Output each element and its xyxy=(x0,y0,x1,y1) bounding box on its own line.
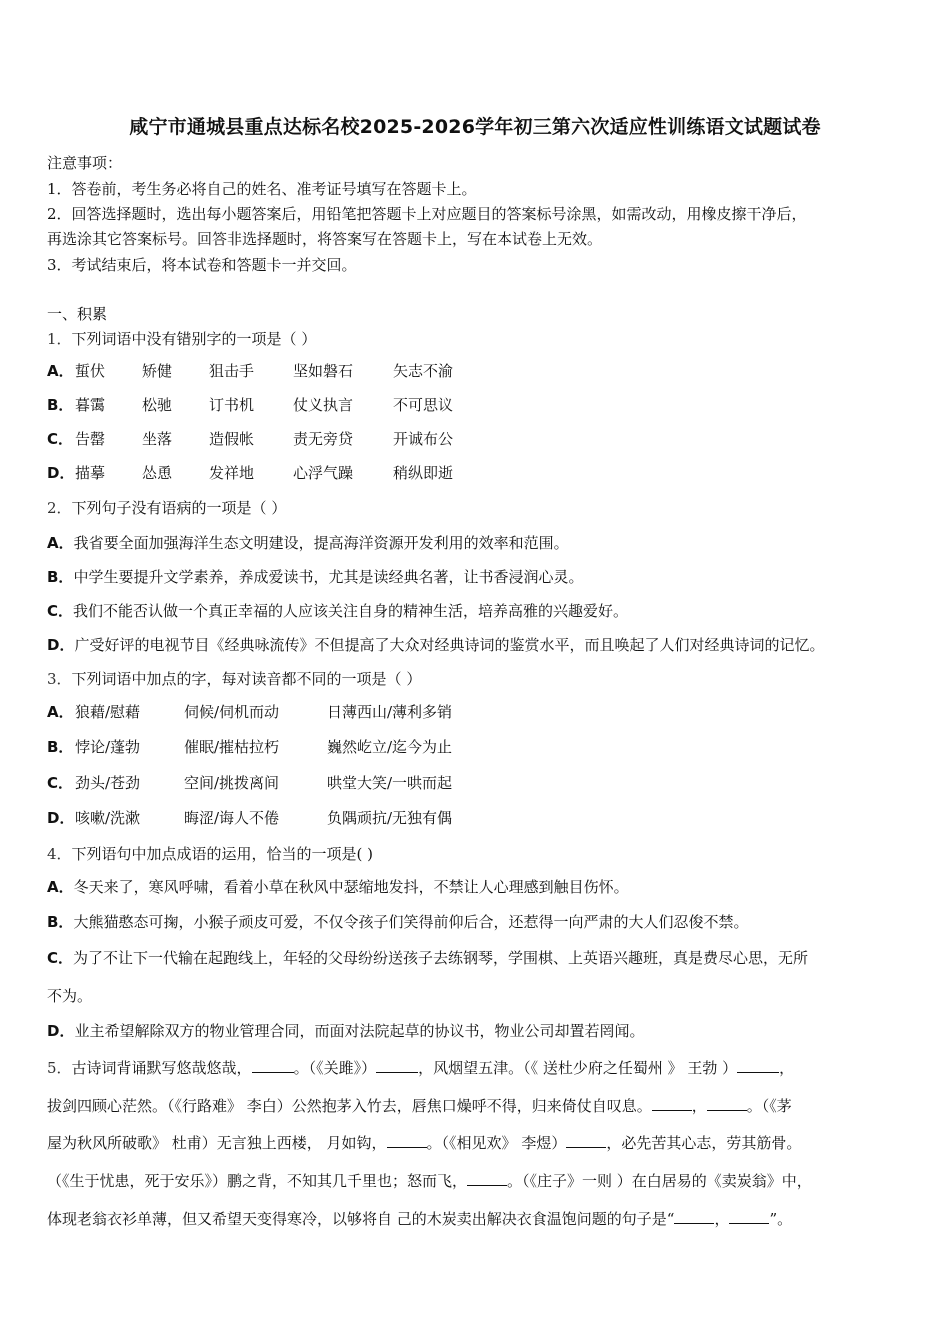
option-label: A． xyxy=(47,703,74,721)
question-text: 下列词语中没有错别字的一项是（ ） xyxy=(71,330,317,348)
option-word: 日薄西山/薄利多销 xyxy=(327,703,453,721)
q4-option-c-cont: 不为。 xyxy=(47,987,93,1005)
option-word: 发祥地 xyxy=(209,464,255,482)
option-text: 冬天来了，寒风呼啸，看着小草在秋风中瑟缩地发抖，不禁让人心理感到触目伤怀。 xyxy=(73,878,629,896)
answer-blank[interactable] xyxy=(566,1133,606,1148)
option-label: D． xyxy=(47,636,75,654)
option-word: 晦涩/诲人不倦 xyxy=(184,809,280,827)
question-5-line-4 xyxy=(47,1170,812,1191)
option-word: 订书机 xyxy=(209,396,255,414)
option-word: 告罄 xyxy=(75,430,106,448)
notice-item-3: 3．考试结束后，将本试卷和答题卡一并交回。 xyxy=(47,256,357,274)
option-label: A． xyxy=(47,362,74,380)
q5-text: ，必先苦其心志，劳其筋骨。 xyxy=(606,1134,802,1152)
q4-option-a xyxy=(47,876,629,897)
option-word: 仗义执言 xyxy=(293,396,354,414)
question-5-line-3 xyxy=(47,1132,801,1153)
q5-text: （《生于忧患，死于安乐》）鹏之背，不知其几千里也；怒而飞， xyxy=(47,1172,468,1190)
q4-option-c xyxy=(47,947,808,968)
option-text: 业主希望解除双方的物业管理合同，而面对法院起草的协议书，物业公司却置若罔闻。 xyxy=(74,1022,645,1040)
q4-option-b xyxy=(47,911,748,932)
option-text: 广受好评的电视节目《经典咏流传》不但提高了大众对经典诗词的鉴赏水平，而且唤起了人们对经典诗词的记忆。 xyxy=(74,636,825,654)
question-text: 下列句子没有语病的一项是（ ） xyxy=(71,499,287,517)
option-label: D． xyxy=(47,1022,75,1040)
q5-text: ”。 xyxy=(769,1210,793,1228)
option-word: 负隅顽抗/无独有偶 xyxy=(327,809,453,827)
answer-blank[interactable] xyxy=(729,1209,769,1224)
option-text: 为了不让下一代输在起跑线上，年轻的父母纷纷送孩子去练钢琴，学围棋、上英语兴趣班，真是费尽心思，无所 xyxy=(73,949,809,967)
question-number: 3． xyxy=(47,670,72,688)
q2-option-b xyxy=(47,566,583,587)
notice-item-2-cont: 再选涂其它答案标号。回答非选择题时，将答案写在答题卡上，写在本试卷上无效。 xyxy=(47,230,603,248)
option-word: 暮霭 xyxy=(75,396,106,414)
question-number: 2． xyxy=(47,499,72,517)
option-word: 巍然屹立/迄今为止 xyxy=(327,738,453,756)
q2-option-d xyxy=(47,634,824,655)
question-text: 下列语句中加点成语的运用，恰当的一项是( ) xyxy=(71,845,374,863)
option-label: D． xyxy=(47,809,75,827)
option-text: 中学生要提升文学素养，养成爱读书，尤其是读经典名著，让书香浸润心灵。 xyxy=(73,568,584,586)
answer-blank[interactable] xyxy=(387,1133,427,1148)
option-text: 我省要全面加强海洋生态文明建设，提高海洋资源开发利用的效率和范围。 xyxy=(73,534,569,552)
option-label: C． xyxy=(47,949,74,967)
option-word: 责无旁贷 xyxy=(293,430,354,448)
notice-item-2: 2．回答选择题时，选出每小题答案后，用铅笔把答题卡上对应题目的答案标号涂黑，如需改动，用橡皮擦干净后， xyxy=(47,205,807,223)
option-word: 矫健 xyxy=(142,362,173,380)
option-word: 矢志不渝 xyxy=(393,362,454,380)
answer-blank[interactable] xyxy=(252,1058,294,1073)
question-1-stem xyxy=(47,328,316,349)
option-text: 我们不能否认做一个真正幸福的人应该关注自身的精神生活，培养高雅的兴趣爱好。 xyxy=(73,602,629,620)
question-5-line-5 xyxy=(47,1208,792,1229)
answer-blank[interactable] xyxy=(376,1058,418,1073)
question-text: 下列词语中加点的字，每对读音都不同的一项是（ ） xyxy=(71,670,422,688)
option-label: B． xyxy=(47,738,74,756)
q5-text: 。（《关雎》） xyxy=(293,1059,377,1077)
option-word: 坐落 xyxy=(142,430,173,448)
q5-text: 。（《相见欢》 李煜） xyxy=(426,1134,567,1152)
option-word: 描摹 xyxy=(75,464,106,482)
q5-text: 。（《茅 xyxy=(746,1097,792,1115)
question-3-stem xyxy=(47,668,421,689)
q5-text: ， xyxy=(714,1210,730,1228)
q4-option-d xyxy=(47,1020,644,1041)
option-text: 大熊猫憨态可掬，小猴子顽皮可爱，不仅令孩子们笑得前仰后合，还惹得一向严肃的大人们忍俊不禁。 xyxy=(73,913,749,931)
option-label: B． xyxy=(47,913,74,931)
question-4-stem xyxy=(47,843,373,864)
answer-blank[interactable] xyxy=(652,1096,692,1111)
option-word: 伺候/伺机而动 xyxy=(184,703,280,721)
q5-text: 拔剑四顾心茫然。（《行路难》 李白）公然抱茅入竹去，唇焦口燥呼不得，归来倚仗自叹息。 xyxy=(47,1097,652,1115)
q5-text: 。（《庄子》一则 ）在白居易的《卖炭翁》中， xyxy=(507,1172,812,1190)
option-word: 造假帐 xyxy=(209,430,255,448)
option-word: 悖论/蓬勃 xyxy=(75,738,141,756)
option-word: 坚如磐石 xyxy=(293,362,354,380)
question-number: 5． xyxy=(47,1059,72,1077)
option-label: C． xyxy=(47,774,74,792)
option-word: 不可思议 xyxy=(393,396,454,414)
section-heading: 一、积累 xyxy=(47,305,108,323)
option-word: 稍纵即逝 xyxy=(393,464,454,482)
q5-text: 古诗词背诵默写悠哉悠哉， xyxy=(71,1059,252,1077)
option-label: B． xyxy=(47,568,74,586)
question-2-stem xyxy=(47,497,286,518)
notice-heading: 注意事项： xyxy=(47,154,123,172)
question-5-line-1 xyxy=(47,1057,794,1078)
option-label: C． xyxy=(47,602,74,620)
option-word: 狼藉/慰藉 xyxy=(75,703,141,721)
option-word: 哄堂大笑/一哄而起 xyxy=(327,774,453,792)
option-label: B． xyxy=(47,396,74,414)
q2-option-a xyxy=(47,532,569,553)
option-label: A． xyxy=(47,534,74,552)
answer-blank[interactable] xyxy=(674,1209,714,1224)
answer-blank[interactable] xyxy=(737,1058,779,1073)
option-word: 松驰 xyxy=(142,396,173,414)
q5-text: ， xyxy=(691,1097,707,1115)
q5-text: ， xyxy=(779,1059,795,1077)
option-word: 心浮气躁 xyxy=(293,464,354,482)
question-number: 4． xyxy=(47,845,72,863)
option-word: 催眠/摧枯拉朽 xyxy=(184,738,280,756)
q2-option-c xyxy=(47,600,628,621)
q5-text: 屋为秋风所破歌》 杜甫）无言独上西楼， 月如钩， xyxy=(47,1134,387,1152)
option-word: 开诚布公 xyxy=(393,430,454,448)
option-label: D． xyxy=(47,464,75,482)
answer-blank[interactable] xyxy=(707,1096,747,1111)
option-word: 空间/挑拨离间 xyxy=(184,774,280,792)
option-word: 蜇伏 xyxy=(75,362,106,380)
option-label: C． xyxy=(47,430,74,448)
notice-item-1: 1．答卷前，考生务必将自己的姓名、准考证号填写在答题卡上。 xyxy=(47,180,477,198)
question-number: 1． xyxy=(47,330,72,348)
page-title: 咸宁市通城县重点达标名校2025-2026学年初三第六次适应性训练语文试题试卷 xyxy=(129,116,821,138)
option-word: 怂恿 xyxy=(142,464,173,482)
question-5-line-2 xyxy=(47,1095,792,1116)
q5-text: ，风烟望五津。（《 送杜少府之任蜀州 》 王勃 ） xyxy=(418,1059,738,1077)
option-label: A． xyxy=(47,878,74,896)
option-word: 咳嗽/洗漱 xyxy=(75,809,141,827)
answer-blank[interactable] xyxy=(467,1171,507,1186)
q5-text: 体现老翁衣衫单薄，但又希望天变得寒冷，以够将自 己的木炭卖出解决衣食温饱问题的句子是“ xyxy=(47,1210,675,1228)
option-word: 劲头/苍劲 xyxy=(75,774,141,792)
option-word: 狙击手 xyxy=(209,362,255,380)
